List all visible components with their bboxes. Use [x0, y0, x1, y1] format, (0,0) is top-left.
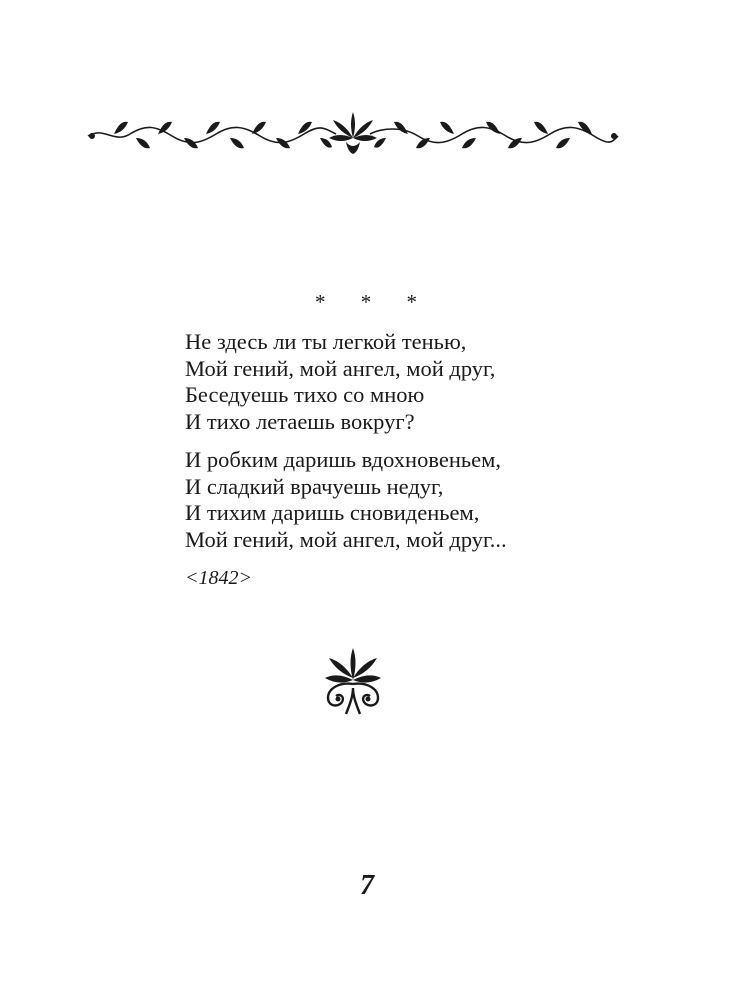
stanza-2 — [185, 447, 605, 553]
poem-line: И тихим даришь сновиденьем, — [185, 500, 480, 525]
poem-line: Мой гений, мой ангел, мой друг... — [185, 526, 507, 552]
poem-line: И сладкий врачуешь недуг, — [185, 473, 444, 499]
poem-line: И тихо летаешь вокруг? — [185, 408, 415, 434]
palmette-ornament-icon — [320, 648, 386, 716]
stanza-1 — [185, 329, 605, 435]
poem-line: Мой гений, мой ангел, мой друг, — [185, 355, 496, 381]
poem-date: <1842> — [185, 567, 252, 589]
poem-line: Не здесь ли ты легкой тенью, — [185, 329, 467, 354]
section-asterisks: * * * — [315, 290, 432, 314]
poem-line: Беседуешь тихо со мною — [185, 382, 425, 407]
poem — [185, 287, 605, 591]
vine-ornament-icon — [84, 108, 622, 156]
poem-line: И робким даришь вдохновеньем, — [185, 447, 501, 472]
page-number: 7 — [360, 870, 374, 901]
